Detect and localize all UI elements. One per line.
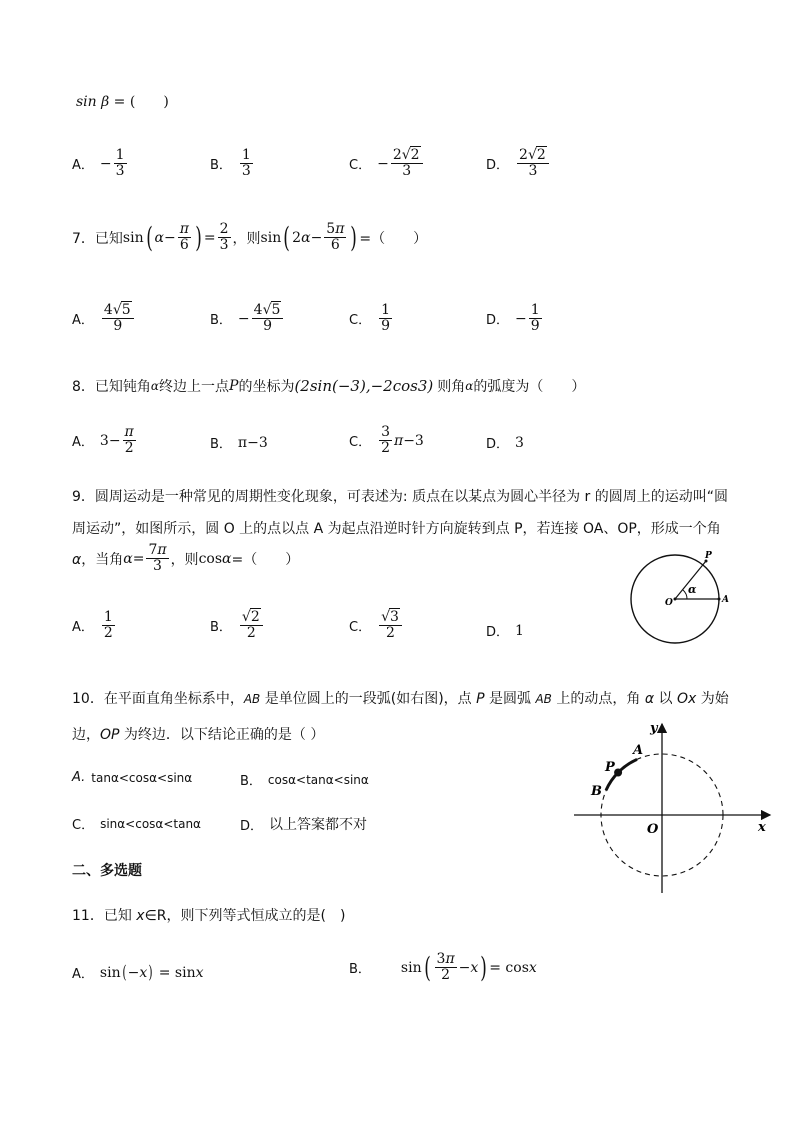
q11-stem: 11．已知 x∈R，则下列等式恒成立的是( ): [72, 908, 346, 924]
q8-option-a[interactable]: A． 3− $\frac{\pi}{2}$: [72, 424, 134, 457]
q9-line2: 周运动”，如图所示，圆 O 上的点以点 A 为起点沿逆时针方向旋转到点 P，若连接 OA、OP，形成一个角: [72, 521, 721, 537]
q9-option-c[interactable]: C． $\frac{√3}{2}$: [349, 610, 404, 642]
q8-option-c[interactable]: C． $\frac{3}{2}$ π −3: [349, 424, 424, 457]
section-title-multi-choice: 二、多选题: [72, 863, 142, 879]
q10-option-c[interactable]: C． sinα<cosα<tanα: [72, 816, 201, 833]
q11-option-b[interactable]: B． sin ( $\frac{3\pi}{2}$ − x ) = cos x: [349, 950, 537, 984]
label-b: B: [591, 784, 602, 799]
q9-option-d[interactable]: D． 1: [486, 622, 524, 640]
label-y: y: [650, 721, 658, 736]
q6-option-a[interactable]: A． − $\frac{1}{3}$: [72, 147, 125, 180]
q8-option-d[interactable]: D． 3: [486, 434, 524, 452]
q9-line1: 9．圆周运动是一种常见的周期性变化现象，可表述为: 质点在以某点为圆心半径为 r 的圆周上的运动叫“圆: [72, 489, 728, 505]
q10-option-a[interactable]: A. tanα<cosα<sinα: [72, 770, 193, 785]
label-p: P: [605, 760, 615, 775]
q8-option-b[interactable]: B． π−3: [210, 434, 268, 452]
label-a: A: [633, 743, 644, 758]
q6-stem-tail: sin β = ( ): [76, 94, 169, 110]
q9-circle-figure: [626, 548, 729, 648]
q7-option-a[interactable]: A． $\frac{4√5}{9}$: [72, 303, 136, 335]
q10-line1: 10．在平面直角坐标系中，AB 是单位圆上的一段弧(如右图)，点 P 是圆弧 AB 上的动点，角 α 以 Ox 为始: [72, 691, 729, 707]
point-a: [718, 598, 721, 601]
label-o: O: [665, 598, 673, 608]
q10-option-b[interactable]: B． cosα<tanα<sinα: [240, 772, 369, 789]
q7-option-b[interactable]: B． − $\frac{4√5}{9}$: [210, 303, 285, 335]
point-p: [614, 769, 622, 777]
q8-stem: 8．已知钝角 α 终边上一点 P 的坐标为 (2sin(−3),−2cos3) 则角 α 的弧度为（ ）: [72, 377, 586, 395]
q6-option-d[interactable]: D． $\frac{2√2}{3}$: [486, 148, 551, 180]
q9-line3: α，当角 α = $\frac{7\pi}{3}$ ，则 cos α =（ ）: [72, 542, 300, 575]
point-o: [674, 598, 677, 601]
q11-option-a[interactable]: A． sin ( − x ) = sin x: [72, 961, 204, 983]
q9-option-a[interactable]: A． $\frac{1}{2}$: [72, 609, 113, 642]
q10-option-d[interactable]: D． 以上答案都不对: [240, 817, 368, 834]
q7-stem: 7．已知 sin ( α − $\frac{\pi}{6}$ ) = $\frac{2}{3}$ ，则 sin ( 2 α − $\frac{5\pi}{6}$ ) =（ ）: [72, 220, 428, 254]
q10-unit-circle-figure: [570, 718, 778, 896]
q10-line2: 边，OP 为终边．以下结论正确的是（ ）: [72, 727, 325, 743]
q9-option-b[interactable]: B． $\frac{√2}{2}$: [210, 610, 265, 642]
q6-option-c[interactable]: C． − $\frac{2√2}{3}$: [349, 148, 425, 180]
label-p: P: [705, 551, 712, 561]
q6-option-b[interactable]: B． $\frac{1}{3}$: [210, 147, 251, 180]
label-alpha: α: [688, 583, 697, 596]
q7-option-d[interactable]: D． − $\frac{1}{9}$: [486, 302, 540, 335]
angle-arc: [683, 590, 687, 599]
label-x: x: [758, 820, 766, 835]
label-a: A: [722, 595, 729, 605]
label-o: O: [647, 822, 659, 837]
q7-option-c[interactable]: C． $\frac{1}{9}$: [349, 302, 390, 335]
